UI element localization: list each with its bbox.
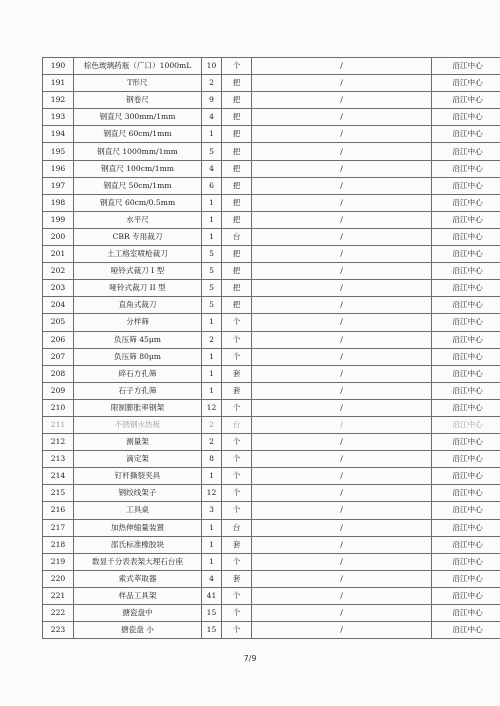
location-cell: 沿江中心 <box>432 211 500 228</box>
location-cell: 沿江中心 <box>432 228 500 245</box>
unit-cell: 套 <box>222 570 252 587</box>
location-cell: 沿江中心 <box>432 126 500 143</box>
row-number-cell: 223 <box>43 622 74 639</box>
row-number-cell: 202 <box>43 263 74 280</box>
spec-cell: / <box>252 160 432 177</box>
item-name-cell: 钢绞线架子 <box>74 485 202 502</box>
location-cell: 沿江中心 <box>432 92 500 109</box>
location-cell: 沿江中心 <box>432 468 500 485</box>
quantity-cell: 15 <box>202 622 222 639</box>
table-row <box>43 485 500 502</box>
location-cell: 沿江中心 <box>432 502 500 519</box>
unit-cell: 个 <box>222 587 252 604</box>
item-name-cell: 钉杆撕裂夹具 <box>74 468 202 485</box>
quantity-cell: 2 <box>202 416 222 433</box>
location-cell: 沿江中心 <box>432 331 500 348</box>
unit-cell: 个 <box>222 485 252 502</box>
location-cell: 沿江中心 <box>432 416 500 433</box>
row-number-cell: 221 <box>43 587 74 604</box>
row-number-cell: 190 <box>43 58 74 75</box>
quantity-cell: 2 <box>202 75 222 92</box>
location-cell: 沿江中心 <box>432 314 500 331</box>
location-cell: 沿江中心 <box>432 451 500 468</box>
item-name-cell: 棕色玻璃药瓶（广口）1000mL <box>74 58 202 75</box>
location-cell: 沿江中心 <box>432 109 500 126</box>
item-name-cell: 邵氏标准橡胶块 <box>74 536 202 553</box>
quantity-cell: 4 <box>202 160 222 177</box>
table-row <box>43 622 500 639</box>
row-number-cell: 214 <box>43 468 74 485</box>
unit-cell: 个 <box>222 622 252 639</box>
spec-cell: / <box>252 468 432 485</box>
quantity-cell: 12 <box>202 399 222 416</box>
location-cell: 沿江中心 <box>432 75 500 92</box>
unit-cell: 把 <box>222 75 252 92</box>
quantity-cell: 15 <box>202 605 222 622</box>
quantity-cell: 1 <box>202 126 222 143</box>
row-number-cell: 194 <box>43 126 74 143</box>
row-number-cell: 200 <box>43 228 74 245</box>
row-number-cell: 199 <box>43 211 74 228</box>
quantity-cell: 1 <box>202 382 222 399</box>
table-row <box>43 160 500 177</box>
unit-cell: 台 <box>222 519 252 536</box>
quantity-cell: 3 <box>202 502 222 519</box>
location-cell: 沿江中心 <box>432 622 500 639</box>
table-row <box>43 280 500 297</box>
table-row <box>43 553 500 570</box>
location-cell: 沿江中心 <box>432 143 500 160</box>
table-row <box>43 246 500 263</box>
location-cell: 沿江中心 <box>432 280 500 297</box>
spec-cell: / <box>252 605 432 622</box>
equipment-table <box>42 57 500 639</box>
unit-cell: 个 <box>222 434 252 451</box>
item-name-cell: 石子方孔筛 <box>74 382 202 399</box>
item-name-cell: 土工格室喷枪裁刀 <box>74 246 202 263</box>
location-cell: 沿江中心 <box>432 553 500 570</box>
table-row <box>43 519 500 536</box>
item-name-cell: 工具桌 <box>74 502 202 519</box>
table-row <box>43 502 500 519</box>
spec-cell: / <box>252 126 432 143</box>
item-name-cell: 索式萃取器 <box>74 570 202 587</box>
unit-cell: 个 <box>222 605 252 622</box>
location-cell: 沿江中心 <box>432 297 500 314</box>
row-number-cell: 213 <box>43 451 74 468</box>
row-number-cell: 206 <box>43 331 74 348</box>
table-row <box>43 536 500 553</box>
row-number-cell: 222 <box>43 605 74 622</box>
table-row <box>43 468 500 485</box>
quantity-cell: 9 <box>202 92 222 109</box>
row-number-cell: 193 <box>43 109 74 126</box>
spec-cell: / <box>252 58 432 75</box>
item-name-cell: CBR 专用裁刀 <box>74 228 202 245</box>
table-row <box>43 92 500 109</box>
quantity-cell: 1 <box>202 519 222 536</box>
location-cell: 沿江中心 <box>432 382 500 399</box>
unit-cell: 把 <box>222 177 252 194</box>
quantity-cell: 5 <box>202 297 222 314</box>
quantity-cell: 1 <box>202 314 222 331</box>
table-row <box>43 434 500 451</box>
table-row <box>43 109 500 126</box>
location-cell: 沿江中心 <box>432 605 500 622</box>
item-name-cell: 不锈钢水热板 <box>74 416 202 433</box>
spec-cell: / <box>252 331 432 348</box>
spec-cell: / <box>252 92 432 109</box>
row-number-cell: 196 <box>43 160 74 177</box>
quantity-cell: 2 <box>202 434 222 451</box>
unit-cell: 个 <box>222 314 252 331</box>
spec-cell: / <box>252 228 432 245</box>
row-number-cell: 210 <box>43 399 74 416</box>
quantity-cell: 1 <box>202 365 222 382</box>
location-cell: 沿江中心 <box>432 246 500 263</box>
table-row <box>43 58 500 75</box>
row-number-cell: 207 <box>43 348 74 365</box>
row-number-cell: 208 <box>43 365 74 382</box>
unit-cell: 套 <box>222 382 252 399</box>
quantity-cell: 1 <box>202 211 222 228</box>
spec-cell: / <box>252 280 432 297</box>
row-number-cell: 203 <box>43 280 74 297</box>
table-row <box>43 331 500 348</box>
unit-cell: 个 <box>222 468 252 485</box>
quantity-cell: 1 <box>202 348 222 365</box>
location-cell: 沿江中心 <box>432 263 500 280</box>
item-name-cell: 滴定架 <box>74 451 202 468</box>
item-name-cell: 负压筛 80μm <box>74 348 202 365</box>
location-cell: 沿江中心 <box>432 58 500 75</box>
spec-cell: / <box>252 211 432 228</box>
unit-cell: 个 <box>222 331 252 348</box>
row-number-cell: 211 <box>43 416 74 433</box>
item-name-cell: 钢直尺 60cm/0.5mm <box>74 194 202 211</box>
page-number: 7/9 <box>243 654 257 663</box>
unit-cell: 把 <box>222 263 252 280</box>
spec-cell: / <box>252 416 432 433</box>
row-number-cell: 201 <box>43 246 74 263</box>
table-row <box>43 348 500 365</box>
row-number-cell: 220 <box>43 570 74 587</box>
unit-cell: 套 <box>222 365 252 382</box>
row-number-cell: 191 <box>43 75 74 92</box>
location-cell: 沿江中心 <box>432 485 500 502</box>
row-number-cell: 204 <box>43 297 74 314</box>
table-row <box>43 228 500 245</box>
item-name-cell: 钢直尺 50cm/1mm <box>74 177 202 194</box>
location-cell: 沿江中心 <box>432 587 500 604</box>
unit-cell: 台 <box>222 228 252 245</box>
table-row <box>43 365 500 382</box>
row-number-cell: 215 <box>43 485 74 502</box>
table-row <box>43 211 500 228</box>
spec-cell: / <box>252 485 432 502</box>
table-row <box>43 297 500 314</box>
unit-cell: 个 <box>222 399 252 416</box>
row-number-cell: 218 <box>43 536 74 553</box>
item-name-cell: 搪瓷盘中 <box>74 605 202 622</box>
row-number-cell: 197 <box>43 177 74 194</box>
row-number-cell: 219 <box>43 553 74 570</box>
row-number-cell: 212 <box>43 434 74 451</box>
quantity-cell: 6 <box>202 177 222 194</box>
table-row <box>43 399 500 416</box>
spec-cell: / <box>252 263 432 280</box>
row-number-cell: 198 <box>43 194 74 211</box>
location-cell: 沿江中心 <box>432 399 500 416</box>
item-name-cell: 样品工具架 <box>74 587 202 604</box>
quantity-cell: 12 <box>202 485 222 502</box>
location-cell: 沿江中心 <box>432 348 500 365</box>
item-name-cell: 碎石方孔筛 <box>74 365 202 382</box>
row-number-cell: 192 <box>43 92 74 109</box>
quantity-cell: 41 <box>202 587 222 604</box>
table-row <box>43 587 500 604</box>
spec-cell: / <box>252 553 432 570</box>
unit-cell: 个 <box>222 502 252 519</box>
unit-cell: 套 <box>222 536 252 553</box>
table-row <box>43 75 500 92</box>
spec-cell: / <box>252 519 432 536</box>
item-name-cell: 测量架 <box>74 434 202 451</box>
spec-cell: / <box>252 297 432 314</box>
table-row <box>43 263 500 280</box>
table-row <box>43 194 500 211</box>
item-name-cell: 负压筛 45μm <box>74 331 202 348</box>
quantity-cell: 8 <box>202 451 222 468</box>
spec-cell: / <box>252 109 432 126</box>
unit-cell: 个 <box>222 553 252 570</box>
item-name-cell: 哑铃式裁刀 II 型 <box>74 280 202 297</box>
location-cell: 沿江中心 <box>432 519 500 536</box>
unit-cell: 个 <box>222 348 252 365</box>
spec-cell: / <box>252 382 432 399</box>
table-row <box>43 570 500 587</box>
quantity-cell: 4 <box>202 109 222 126</box>
unit-cell: 把 <box>222 297 252 314</box>
unit-cell: 把 <box>222 280 252 297</box>
table-row <box>43 382 500 399</box>
unit-cell: 把 <box>222 211 252 228</box>
table-row <box>43 605 500 622</box>
table-row <box>43 177 500 194</box>
quantity-cell: 1 <box>202 553 222 570</box>
item-name-cell: 哑铃式裁刀 I 型 <box>74 263 202 280</box>
unit-cell: 把 <box>222 126 252 143</box>
spec-cell: / <box>252 246 432 263</box>
spec-cell: / <box>252 587 432 604</box>
spec-cell: / <box>252 502 432 519</box>
location-cell: 沿江中心 <box>432 434 500 451</box>
item-name-cell: 钢直尺 100cm/1mm <box>74 160 202 177</box>
table-row <box>43 126 500 143</box>
location-cell: 沿江中心 <box>432 160 500 177</box>
spec-cell: / <box>252 177 432 194</box>
item-name-cell: 限制膨胀率钢架 <box>74 399 202 416</box>
quantity-cell: 10 <box>202 58 222 75</box>
location-cell: 沿江中心 <box>432 536 500 553</box>
unit-cell: 把 <box>222 92 252 109</box>
unit-cell: 台 <box>222 416 252 433</box>
unit-cell: 个 <box>222 451 252 468</box>
location-cell: 沿江中心 <box>432 365 500 382</box>
quantity-cell: 1 <box>202 194 222 211</box>
spec-cell: / <box>252 434 432 451</box>
unit-cell: 把 <box>222 143 252 160</box>
row-number-cell: 205 <box>43 314 74 331</box>
item-name-cell: 钢直尺 1000mm/1mm <box>74 143 202 160</box>
spec-cell: / <box>252 536 432 553</box>
row-number-cell: 216 <box>43 502 74 519</box>
quantity-cell: 5 <box>202 263 222 280</box>
item-name-cell: 搪瓷盘 小 <box>74 622 202 639</box>
item-name-cell: T形尺 <box>74 75 202 92</box>
location-cell: 沿江中心 <box>432 177 500 194</box>
unit-cell: 把 <box>222 246 252 263</box>
unit-cell: 把 <box>222 194 252 211</box>
item-name-cell: 钢直尺 60cm/1mm <box>74 126 202 143</box>
quantity-cell: 4 <box>202 570 222 587</box>
unit-cell: 把 <box>222 109 252 126</box>
table-row <box>43 314 500 331</box>
table-row <box>43 416 500 433</box>
item-name-cell: 直角式裁刀 <box>74 297 202 314</box>
item-name-cell: 钢直尺 300mm/1mm <box>74 109 202 126</box>
quantity-cell: 1 <box>202 228 222 245</box>
item-name-cell: 分样筛 <box>74 314 202 331</box>
unit-cell: 把 <box>222 160 252 177</box>
row-number-cell: 209 <box>43 382 74 399</box>
location-cell: 沿江中心 <box>432 194 500 211</box>
quantity-cell: 1 <box>202 468 222 485</box>
quantity-cell: 5 <box>202 143 222 160</box>
item-name-cell: 水平尺 <box>74 211 202 228</box>
spec-cell: / <box>252 399 432 416</box>
item-name-cell: 钢卷尺 <box>74 92 202 109</box>
item-name-cell: 加热伸缩量装置 <box>74 519 202 536</box>
quantity-cell: 1 <box>202 536 222 553</box>
spec-cell: / <box>252 622 432 639</box>
spec-cell: / <box>252 365 432 382</box>
row-number-cell: 217 <box>43 519 74 536</box>
quantity-cell: 5 <box>202 246 222 263</box>
item-name-cell: 数显千分表表架大理石台座 <box>74 553 202 570</box>
quantity-cell: 2 <box>202 331 222 348</box>
location-cell: 沿江中心 <box>432 570 500 587</box>
table-row <box>43 143 500 160</box>
spec-cell: / <box>252 348 432 365</box>
spec-cell: / <box>252 143 432 160</box>
quantity-cell: 5 <box>202 280 222 297</box>
unit-cell: 个 <box>222 58 252 75</box>
table-row <box>43 451 500 468</box>
spec-cell: / <box>252 75 432 92</box>
spec-cell: / <box>252 570 432 587</box>
spec-cell: / <box>252 314 432 331</box>
spec-cell: / <box>252 451 432 468</box>
spec-cell: / <box>252 194 432 211</box>
row-number-cell: 195 <box>43 143 74 160</box>
